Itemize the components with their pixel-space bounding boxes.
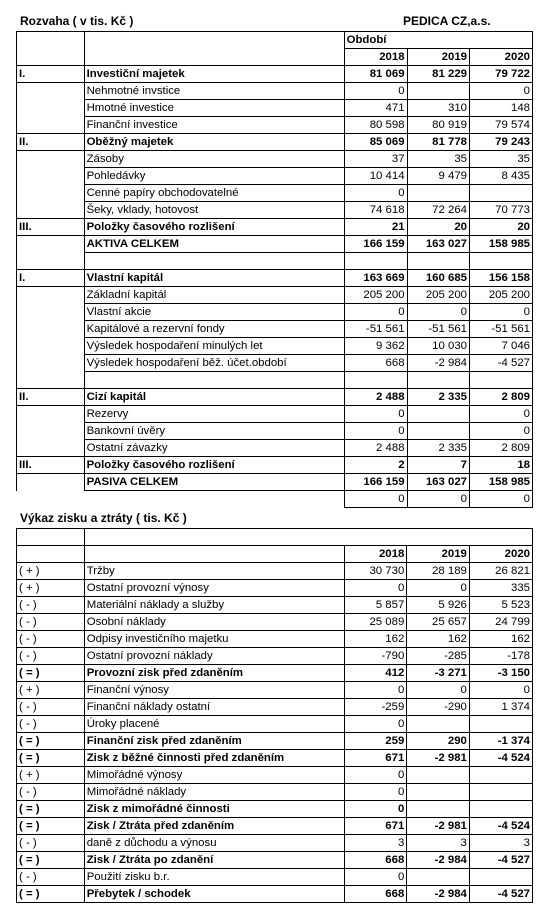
row-code	[17, 338, 85, 355]
value-2018: 0	[344, 406, 407, 423]
value-2020: 20	[470, 219, 533, 236]
row-code	[17, 491, 85, 508]
row-code: ( - )	[17, 597, 85, 614]
row-code	[17, 168, 85, 185]
row-label: Kapitálové a rezervní fondy	[84, 321, 344, 338]
row-code: ( = )	[17, 665, 85, 682]
balance-row	[17, 66, 533, 83]
row-code: II.	[17, 389, 85, 406]
value-2019	[407, 372, 469, 389]
value-2018: 205 200	[344, 287, 407, 304]
row-label: Investiční majetek	[84, 66, 344, 83]
value-2019: 25 657	[407, 614, 470, 631]
row-code: ( = )	[17, 886, 85, 903]
value-2019: -2 984	[407, 886, 470, 903]
value-2019: -2 984	[407, 852, 470, 869]
pl-row	[17, 699, 533, 716]
value-2020: 0	[470, 406, 533, 423]
value-2019: -2 981	[407, 818, 470, 835]
row-code: ( - )	[17, 648, 85, 665]
balance-row	[17, 236, 533, 253]
value-2018: 2 488	[344, 389, 407, 406]
value-2019: -285	[407, 648, 470, 665]
row-code: ( = )	[17, 733, 85, 750]
value-2018: 0	[344, 869, 407, 886]
income-statement-title: Výkaz zisku a ztráty ( tis. Kč )	[20, 511, 187, 525]
value-2020	[469, 716, 532, 733]
period-label: Období	[344, 32, 407, 49]
value-2020: -3 150	[469, 665, 532, 682]
row-code	[17, 117, 85, 134]
value-2018: 471	[344, 100, 407, 117]
balance-row	[17, 100, 533, 117]
value-2018: 21	[344, 219, 407, 236]
value-2019: -51 561	[407, 321, 469, 338]
value-2020: 70 773	[470, 202, 533, 219]
value-2018: 85 069	[344, 134, 407, 151]
row-code	[17, 236, 85, 253]
row-label: Oběžný majetek	[84, 134, 344, 151]
value-2018: -51 561	[344, 321, 407, 338]
row-label: Položky časového rozlišení	[84, 219, 344, 236]
row-label: Tržby	[84, 563, 344, 580]
row-code: III.	[17, 457, 85, 474]
row-label: Přebytek / schodek	[84, 886, 344, 903]
value-2020: 8 435	[470, 168, 533, 185]
value-2019: 0	[407, 491, 469, 508]
row-code	[17, 440, 85, 457]
value-2020: -51 561	[470, 321, 533, 338]
balance-row	[17, 287, 533, 304]
row-label: Vlastní kapitál	[84, 270, 344, 287]
row-label: AKTIVA CELKEM	[84, 236, 344, 253]
balance-sheet-title: Rozvaha ( v tis. Kč )	[20, 14, 134, 28]
value-2019: 10 030	[407, 338, 469, 355]
balance-sheet-table	[16, 31, 533, 508]
row-code: ( - )	[17, 614, 85, 631]
row-label: Ostatní provozní výnosy	[84, 580, 344, 597]
row-label: Pohledávky	[84, 168, 344, 185]
pl-row	[17, 597, 533, 614]
value-2020: -178	[469, 648, 532, 665]
value-2019: 28 189	[407, 563, 470, 580]
row-code	[17, 151, 85, 168]
year-header-row	[17, 49, 533, 66]
row-label: Rezervy	[84, 406, 344, 423]
value-2019: -2 981	[407, 750, 470, 767]
value-2020: 2 809	[470, 440, 533, 457]
value-2019: 160 685	[407, 270, 469, 287]
value-2019: 81 778	[407, 134, 469, 151]
balance-row	[17, 168, 533, 185]
value-2019	[407, 253, 469, 270]
value-2018: 2 488	[344, 440, 407, 457]
value-2020: 158 985	[470, 474, 533, 491]
year-2019-header: 2019	[407, 49, 469, 66]
row-code: ( - )	[17, 716, 85, 733]
pl-row	[17, 784, 533, 801]
row-label: Šeky, vklady, hotovost	[84, 202, 344, 219]
value-2018: 166 159	[344, 236, 407, 253]
value-2018: 166 159	[344, 474, 407, 491]
value-2020	[470, 253, 533, 270]
row-code: ( + )	[17, 563, 85, 580]
value-2020: 79 243	[470, 134, 533, 151]
value-2020	[469, 784, 532, 801]
value-2018: 3	[344, 835, 407, 852]
row-label: Zisk z běžné činnosti před zdaněním	[84, 750, 344, 767]
row-code	[17, 474, 85, 491]
row-code	[17, 321, 85, 338]
value-2018	[344, 372, 407, 389]
value-2020: 0	[470, 423, 533, 440]
value-2020: 156 158	[470, 270, 533, 287]
value-2020	[469, 801, 532, 818]
balance-row	[17, 253, 533, 270]
row-code: ( + )	[17, 767, 85, 784]
value-2018: 80 598	[344, 117, 407, 134]
row-label: Odpisy investičního majetku	[84, 631, 344, 648]
row-code: ( - )	[17, 784, 85, 801]
row-label: daně z důchodu a výnosu	[84, 835, 344, 852]
value-2020: 0	[469, 682, 532, 699]
value-2019: 205 200	[407, 287, 469, 304]
value-2018: 25 089	[344, 614, 407, 631]
value-2018: 74 618	[344, 202, 407, 219]
value-2019: 0	[407, 682, 470, 699]
value-2019	[407, 767, 470, 784]
row-label: Použití zisku b.r.	[84, 869, 344, 886]
pl-row	[17, 869, 533, 886]
value-2020: 0	[470, 83, 533, 100]
value-2019: -3 271	[407, 665, 470, 682]
value-2018: 10 414	[344, 168, 407, 185]
pl-row	[17, 733, 533, 750]
balance-row	[17, 151, 533, 168]
balance-row	[17, 270, 533, 287]
row-code: ( = )	[17, 852, 85, 869]
row-label	[84, 372, 344, 389]
row-code	[17, 304, 85, 321]
value-2020	[469, 869, 532, 886]
value-2018: 0	[344, 580, 407, 597]
value-2019	[407, 185, 469, 202]
value-2020: 79 722	[470, 66, 533, 83]
value-2018: 0	[344, 767, 407, 784]
value-2020: 7 046	[470, 338, 533, 355]
balance-row	[17, 117, 533, 134]
value-2019	[407, 716, 470, 733]
value-2019: 80 919	[407, 117, 469, 134]
pl-row	[17, 563, 533, 580]
value-2018: 668	[344, 886, 407, 903]
pl-row	[17, 818, 533, 835]
value-2018: 0	[344, 682, 407, 699]
row-label: Ostatní provozní náklady	[84, 648, 344, 665]
balance-row	[17, 338, 533, 355]
balance-row	[17, 440, 533, 457]
row-code: ( - )	[17, 835, 85, 852]
value-2020: 205 200	[470, 287, 533, 304]
row-code: ( = )	[17, 818, 85, 835]
value-2019: 290	[407, 733, 470, 750]
row-label: Cenné papíry obchodovatelné	[84, 185, 344, 202]
row-code: ( + )	[17, 580, 85, 597]
row-code	[17, 406, 85, 423]
value-2018: 0	[344, 801, 407, 818]
row-code	[17, 287, 85, 304]
value-2020: -1 374	[469, 733, 532, 750]
row-code: I.	[17, 66, 85, 83]
value-2020	[469, 767, 532, 784]
pl-row	[17, 767, 533, 784]
value-2020: 335	[469, 580, 532, 597]
row-label: Úroky placené	[84, 716, 344, 733]
row-code: ( = )	[17, 801, 85, 818]
value-2019: 162	[407, 631, 470, 648]
pl-row	[17, 631, 533, 648]
pl-row	[17, 682, 533, 699]
row-label: Položky časového rozlišení	[84, 457, 344, 474]
row-label: Zisk / Ztráta po zdanění	[84, 852, 344, 869]
balance-row	[17, 185, 533, 202]
pl-year-2019-header: 2019	[407, 546, 470, 563]
row-code: ( - )	[17, 869, 85, 886]
balance-row	[17, 474, 533, 491]
value-2019: 35	[407, 151, 469, 168]
value-2020: 5 523	[469, 597, 532, 614]
value-2019: -2 984	[407, 355, 469, 372]
value-2020: 3	[469, 835, 532, 852]
row-label: PASIVA CELKEM	[84, 474, 344, 491]
row-label: Ostatní závazky	[84, 440, 344, 457]
value-2018	[344, 253, 407, 270]
pl-year-header-row	[17, 546, 533, 563]
value-2019: 2 335	[407, 440, 469, 457]
value-2020: -4 527	[470, 355, 533, 372]
balance-row	[17, 202, 533, 219]
row-label: Osobní náklady	[84, 614, 344, 631]
balance-row	[17, 134, 533, 151]
balance-row	[17, 321, 533, 338]
value-2020: 162	[469, 631, 532, 648]
row-label: Mimořádné výnosy	[84, 767, 344, 784]
value-2018: 9 362	[344, 338, 407, 355]
value-2020: 18	[470, 457, 533, 474]
value-2018: -259	[344, 699, 407, 716]
income-statement-table	[16, 528, 533, 903]
pl-year-2018-header: 2018	[344, 546, 407, 563]
row-label	[84, 253, 344, 270]
pl-row	[17, 580, 533, 597]
pl-year-2020-header: 2020	[469, 546, 532, 563]
row-label: Zisk / Ztráta před zdaněním	[84, 818, 344, 835]
value-2019	[407, 784, 470, 801]
row-label: Finanční náklady ostatní	[84, 699, 344, 716]
value-2019: 0	[407, 580, 470, 597]
pl-row	[17, 648, 533, 665]
row-code	[17, 100, 85, 117]
row-code	[17, 372, 85, 389]
value-2020: 148	[470, 100, 533, 117]
row-code	[17, 355, 85, 372]
pl-row	[17, 886, 533, 903]
value-2019	[407, 406, 469, 423]
row-label: Hmotné investice	[84, 100, 344, 117]
row-code	[17, 423, 85, 440]
company-name: PEDICA CZ,a.s.	[403, 14, 491, 28]
row-code: ( = )	[17, 750, 85, 767]
value-2018: 81 069	[344, 66, 407, 83]
value-2020: 1 374	[469, 699, 532, 716]
value-2019: 20	[407, 219, 469, 236]
value-2018: 0	[344, 491, 407, 508]
value-2019: 2 335	[407, 389, 469, 406]
value-2019: 163 027	[407, 474, 469, 491]
row-label: Výsledek hospodaření minulých let	[84, 338, 344, 355]
balance-row	[17, 457, 533, 474]
balance-row	[17, 372, 533, 389]
value-2019: 81 229	[407, 66, 469, 83]
pl-row	[17, 801, 533, 818]
value-2018: 0	[344, 784, 407, 801]
value-2019: 163 027	[407, 236, 469, 253]
pl-row	[17, 750, 533, 767]
value-2018: 163 669	[344, 270, 407, 287]
row-code	[17, 185, 85, 202]
balance-row	[17, 423, 533, 440]
row-label: Materiální náklady a služby	[84, 597, 344, 614]
row-label: Nehmotné invstice	[84, 83, 344, 100]
row-code	[17, 83, 85, 100]
row-label: Finanční výnosy	[84, 682, 344, 699]
value-2019	[407, 423, 469, 440]
year-2018-header: 2018	[344, 49, 407, 66]
balance-row	[17, 355, 533, 372]
value-2018: 412	[344, 665, 407, 682]
balance-row	[17, 304, 533, 321]
period-header-row	[17, 32, 533, 49]
value-2020: -4 527	[469, 852, 532, 869]
value-2019: 5 926	[407, 597, 470, 614]
value-2019	[407, 801, 470, 818]
value-2018: 668	[344, 355, 407, 372]
value-2020: 24 799	[469, 614, 532, 631]
value-2019: 310	[407, 100, 469, 117]
value-2020: -4 524	[469, 750, 532, 767]
value-2020: 0	[470, 304, 533, 321]
value-2018: 5 857	[344, 597, 407, 614]
row-label: Provozní zisk před zdaněním	[84, 665, 344, 682]
value-2020: 79 574	[470, 117, 533, 134]
row-code: III.	[17, 219, 85, 236]
value-2018: 162	[344, 631, 407, 648]
balance-row	[17, 406, 533, 423]
balance-row	[17, 491, 533, 508]
row-label: Zásoby	[84, 151, 344, 168]
value-2020: 26 821	[469, 563, 532, 580]
row-label: Základní kapitál	[84, 287, 344, 304]
row-code: I.	[17, 270, 85, 287]
value-2019: 0	[407, 304, 469, 321]
value-2018: 671	[344, 750, 407, 767]
pl-row	[17, 665, 533, 682]
row-code: ( - )	[17, 699, 85, 716]
row-code	[17, 202, 85, 219]
value-2020: 0	[470, 491, 533, 508]
row-code: II.	[17, 134, 85, 151]
value-2020	[470, 185, 533, 202]
value-2018: 0	[344, 83, 407, 100]
row-label: Cizí kapitál	[84, 389, 344, 406]
row-label: Výsledek hospodaření běž. účet.období	[84, 355, 344, 372]
pl-row	[17, 614, 533, 631]
value-2020	[470, 372, 533, 389]
row-label: Zisk z mimořádné činnosti	[84, 801, 344, 818]
value-2018: 0	[344, 716, 407, 733]
row-label	[84, 491, 344, 508]
balance-row	[17, 389, 533, 406]
pl-header-spacer-row	[17, 529, 533, 546]
value-2019	[407, 83, 469, 100]
value-2019: 7	[407, 457, 469, 474]
pl-row	[17, 852, 533, 869]
value-2019: 9 479	[407, 168, 469, 185]
pl-row	[17, 835, 533, 852]
value-2018: 259	[344, 733, 407, 750]
row-code	[17, 253, 85, 270]
value-2018: 2	[344, 457, 407, 474]
value-2018: 668	[344, 852, 407, 869]
value-2019	[407, 869, 470, 886]
value-2019: -290	[407, 699, 470, 716]
value-2018: 0	[344, 185, 407, 202]
row-label: Vlastní akcie	[84, 304, 344, 321]
pl-row	[17, 716, 533, 733]
value-2019: 72 264	[407, 202, 469, 219]
value-2018: 37	[344, 151, 407, 168]
balance-row	[17, 83, 533, 100]
value-2018: 671	[344, 818, 407, 835]
balance-row	[17, 219, 533, 236]
value-2018: 0	[344, 423, 407, 440]
value-2020: 2 809	[470, 389, 533, 406]
value-2020: 158 985	[470, 236, 533, 253]
row-label: Bankovní úvěry	[84, 423, 344, 440]
row-code: ( + )	[17, 682, 85, 699]
row-label: Mimořádné náklady	[84, 784, 344, 801]
row-label: Finanční investice	[84, 117, 344, 134]
value-2020: 35	[470, 151, 533, 168]
year-2020-header: 2020	[470, 49, 533, 66]
value-2019: 3	[407, 835, 470, 852]
value-2018: 30 730	[344, 563, 407, 580]
value-2020: -4 524	[469, 818, 532, 835]
value-2018: -790	[344, 648, 407, 665]
row-code: ( - )	[17, 631, 85, 648]
row-label: Finanční zisk před zdaněním	[84, 733, 344, 750]
value-2020: -4 527	[469, 886, 532, 903]
value-2018: 0	[344, 304, 407, 321]
